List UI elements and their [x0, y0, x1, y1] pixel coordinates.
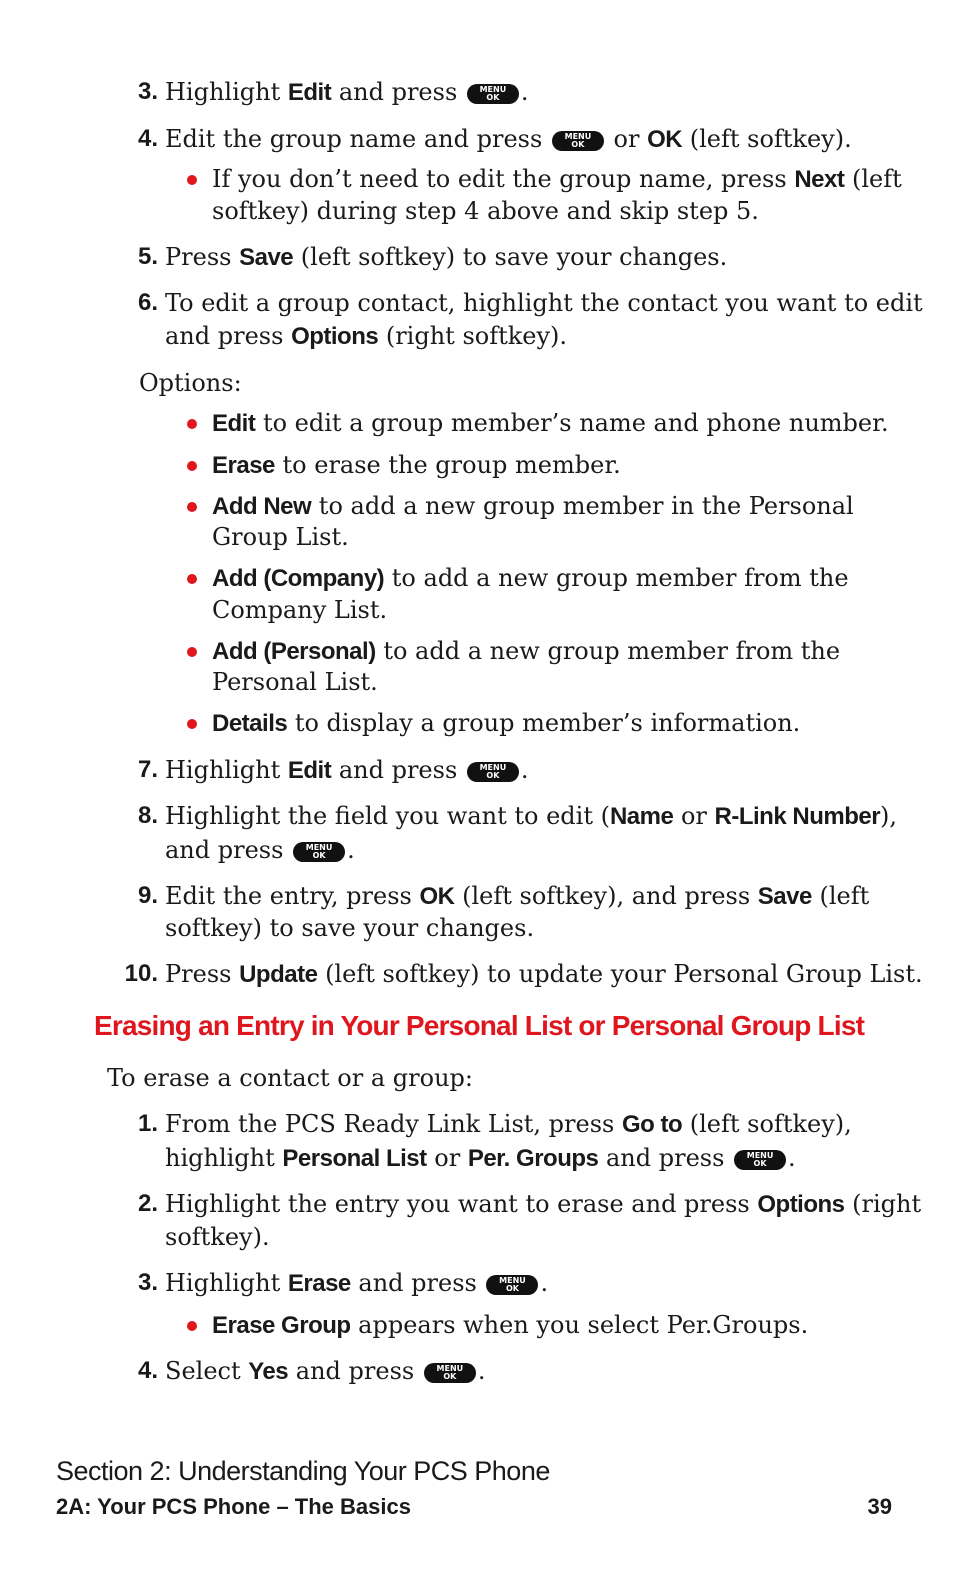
menu-ok-key-icon: MENU OK	[467, 84, 519, 104]
step-number: 2.	[137, 1190, 158, 1217]
bullet-icon	[187, 502, 197, 512]
menu-ok-key-icon: MENU OK	[293, 842, 345, 862]
intro-text: To erase a contact or a group:	[107, 1064, 473, 1092]
option-item: Add (Personal) to add a new group member from the	[212, 637, 841, 665]
step-text: Select Yes and press MENU OK .	[165, 1357, 486, 1385]
section-heading: Erasing an Entry in Your Personal List or Personal Group List	[94, 1010, 865, 1041]
step-text-cont: softkey).	[165, 1223, 270, 1251]
step-text: Edit the group name and press MENU OK or OK (left softkey).	[165, 125, 852, 153]
step-text: Highlight Edit and press MENU OK .	[165, 756, 529, 784]
step-text: Highlight Erase and press MENU OK .	[165, 1269, 549, 1297]
step-text-cont: and press Options (right softkey).	[165, 322, 568, 350]
option-item-cont: Company List.	[212, 596, 388, 624]
menu-ok-key-icon: MENU OK	[486, 1275, 538, 1295]
step-text-cont: and press MENU OK .	[165, 836, 355, 864]
option-item: Edit to edit a group member’s name and phone number.	[212, 409, 889, 437]
bullet-text-cont: softkey) during step 4 above and skip step 5.	[212, 197, 759, 225]
options-label: Options:	[139, 369, 242, 397]
step-number: 5.	[137, 243, 158, 270]
menu-ok-key-icon: MENU OK	[424, 1363, 476, 1383]
option-item-cont: Group List.	[212, 523, 349, 551]
menu-ok-key-icon: MENU OK	[734, 1150, 786, 1170]
step-text: Edit the entry, press OK (left softkey), and press Save (left	[165, 882, 870, 910]
option-item: Erase to erase the group member.	[212, 451, 621, 479]
bullet-icon	[187, 719, 197, 729]
step-text-cont: softkey) to save your changes.	[165, 914, 535, 942]
step-number: 1.	[137, 1110, 158, 1137]
bullet-text: If you don’t need to edit the group name, press Next (left	[212, 165, 902, 193]
bullet-icon	[187, 1321, 197, 1331]
step-text-cont: highlight Personal List or Per. Groups and press MENU OK .	[165, 1144, 796, 1172]
footer-subsection-title: 2A: Your PCS Phone – The Basics	[56, 1494, 411, 1519]
step-number: 9.	[137, 882, 158, 909]
option-item: Details to display a group member’s information.	[212, 709, 801, 737]
option-item: Add New to add a new group member in the Personal	[212, 492, 854, 520]
bullet-icon	[187, 574, 197, 584]
step-number: 8.	[137, 802, 158, 829]
option-item: Add (Company) to add a new group member from the	[212, 564, 849, 592]
step-text: Highlight the field you want to edit (Name or R-Link Number),	[165, 802, 898, 830]
option-item-cont: Personal List.	[212, 668, 378, 696]
footer-section-title: Section 2: Understanding Your PCS Phone	[56, 1456, 550, 1486]
menu-ok-key-icon: MENU OK	[552, 131, 604, 151]
bullet-text: Erase Group appears when you select Per.Groups.	[212, 1311, 809, 1339]
step-text: Highlight the entry you want to erase and press Options (right	[165, 1190, 922, 1218]
step-number: 3.	[137, 78, 158, 105]
step-number: 7.	[137, 756, 158, 783]
step-number: 4.	[137, 1357, 158, 1384]
step-number: 10.	[124, 960, 158, 987]
step-number: 3.	[137, 1269, 158, 1296]
bullet-icon	[187, 175, 197, 185]
step-text: Press Save (left softkey) to save your changes.	[165, 243, 728, 271]
step-number: 6.	[137, 289, 158, 316]
step-text: From the PCS Ready Link List, press Go to (left softkey),	[165, 1110, 852, 1138]
menu-ok-key-icon: MENU OK	[467, 762, 519, 782]
bullet-icon	[187, 419, 197, 429]
step-text: Press Update (left softkey) to update your Personal Group List.	[165, 960, 923, 988]
bullet-icon	[187, 647, 197, 657]
step-text: To edit a group contact, highlight the contact you want to edit	[165, 289, 923, 317]
page-number: 39	[867, 1494, 892, 1519]
step-text: Highlight Edit and press MENU OK .	[165, 78, 529, 106]
step-number: 4.	[137, 125, 158, 152]
bullet-icon	[187, 461, 197, 471]
